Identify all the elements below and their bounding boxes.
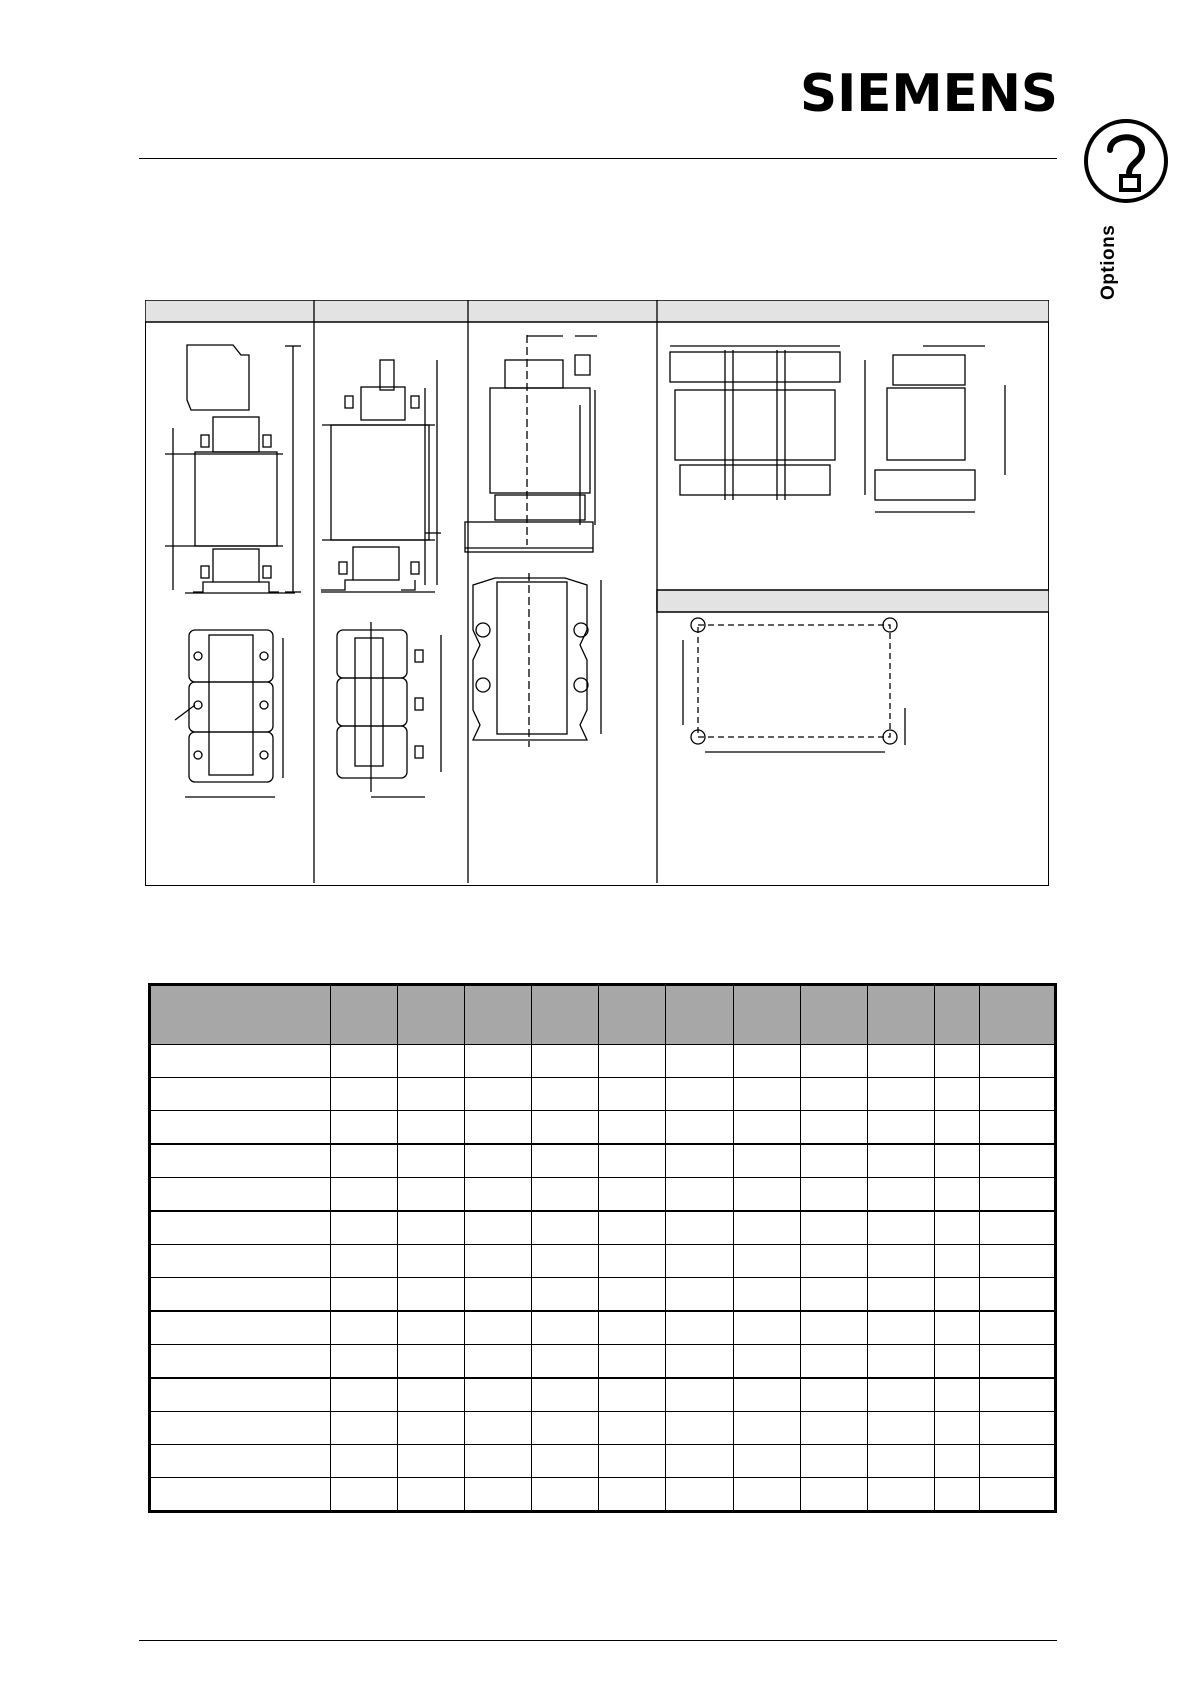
reactor-type3-top-view bbox=[473, 573, 601, 747]
header-cell bbox=[532, 986, 599, 1045]
table-row bbox=[151, 1211, 1055, 1245]
header-rule bbox=[139, 158, 1057, 159]
reactor-type2-front-view bbox=[321, 360, 441, 592]
reactor-type3-front-view bbox=[465, 335, 597, 552]
header-cell bbox=[599, 986, 666, 1045]
table-row bbox=[151, 1245, 1055, 1278]
header-cell bbox=[935, 986, 980, 1045]
header-cell bbox=[397, 986, 464, 1045]
figure-header-bar bbox=[145, 300, 1049, 322]
reactor-type2-top-view bbox=[337, 622, 441, 797]
table-row bbox=[151, 1078, 1055, 1111]
reactor-type1-front-view bbox=[165, 345, 301, 593]
table-header bbox=[151, 986, 1055, 1045]
reactor-type4-front-view bbox=[670, 346, 840, 500]
brand-text: SIEMENS bbox=[800, 64, 1058, 120]
table-row bbox=[151, 1345, 1055, 1379]
siemens-logo bbox=[800, 64, 1060, 120]
dimension-table bbox=[150, 985, 1055, 1511]
side-tab-label: Options bbox=[1098, 224, 1119, 300]
header-cell bbox=[980, 986, 1055, 1045]
dimension-drawings bbox=[145, 300, 1049, 886]
footer-rule bbox=[139, 1640, 1057, 1641]
header-cell bbox=[464, 986, 531, 1045]
table-row bbox=[151, 1178, 1055, 1212]
table-row bbox=[151, 1412, 1055, 1445]
reactor-type4-side-view bbox=[865, 346, 1005, 512]
table-body bbox=[151, 1045, 1055, 1511]
table-row bbox=[151, 1144, 1055, 1178]
header-cell bbox=[868, 986, 935, 1045]
table-row bbox=[151, 1445, 1055, 1478]
table-row bbox=[151, 1478, 1055, 1511]
mounting-hole-pattern bbox=[683, 618, 905, 752]
table-row bbox=[151, 1311, 1055, 1345]
table-row bbox=[151, 1111, 1055, 1145]
table-row bbox=[151, 1045, 1055, 1078]
table-row bbox=[151, 1378, 1055, 1412]
header-cell bbox=[733, 986, 800, 1045]
header-cell bbox=[330, 986, 397, 1045]
header-cell bbox=[151, 986, 331, 1045]
question-mark-document-icon bbox=[1083, 118, 1169, 204]
reactor-type1-top-view bbox=[175, 630, 283, 797]
mounting-header-bar bbox=[657, 590, 1049, 612]
table-row bbox=[151, 1278, 1055, 1312]
header-cell bbox=[800, 986, 867, 1045]
header-cell bbox=[666, 986, 733, 1045]
